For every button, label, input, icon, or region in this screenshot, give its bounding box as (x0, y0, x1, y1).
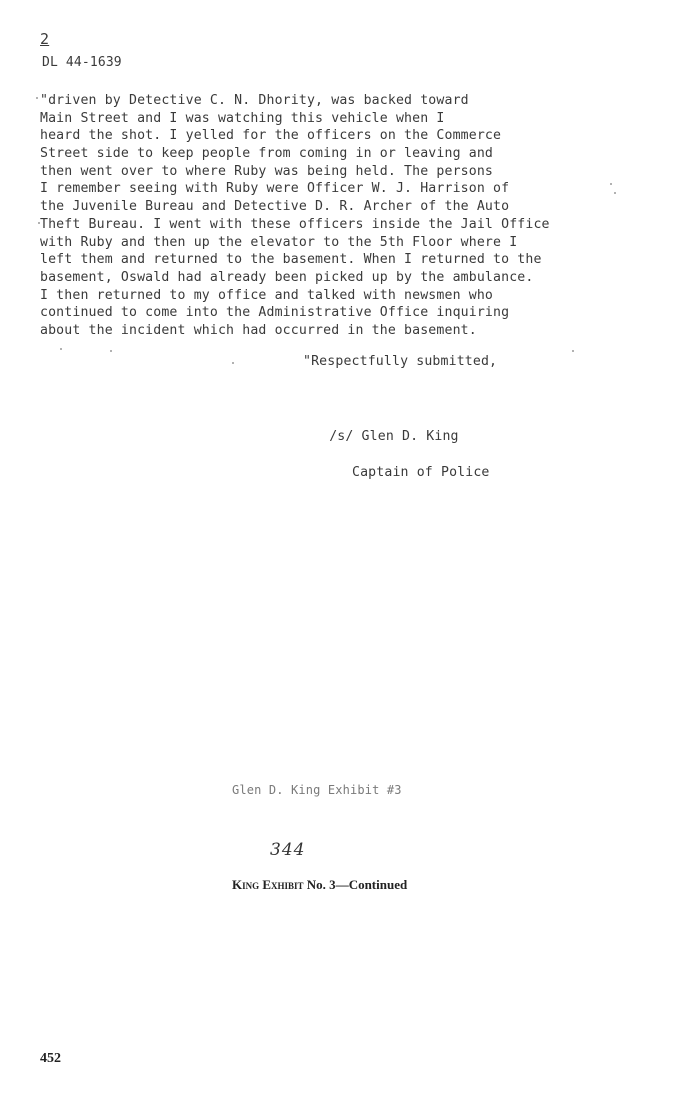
body-line: basement, Oswald had already been picked up by the ambulance. (40, 269, 534, 285)
scan-speck (614, 192, 616, 194)
scan-speck (232, 362, 234, 364)
exhibit-caption (232, 877, 407, 893)
caption-suffix: —Continued (335, 877, 408, 892)
handwritten-number: 344 (270, 840, 306, 860)
scan-speck (36, 97, 38, 99)
page-number: 452 (40, 1051, 61, 1066)
caption-number: No. 3 (306, 877, 336, 892)
caption-prefix: King Exhibit (232, 877, 304, 892)
body-line: I remember seeing with Ruby were Officer W. J. Harrison of (40, 181, 510, 197)
body-line: Theft Bureau. I went with these officers inside the Jail Office (40, 216, 550, 232)
body-line: then went over to where Ruby was being held. The persons (40, 163, 494, 179)
scan-speck (110, 350, 112, 352)
body-line: left them and returned to the basement. When I returned to the (40, 252, 542, 268)
body-line: continued to come into the Administrative Office inquiring (40, 305, 510, 321)
body-paragraph (40, 92, 640, 340)
scan-speck (60, 348, 62, 350)
body-line: about the incident which had occurred in the basement. (40, 322, 477, 338)
signature-block (313, 410, 490, 500)
body-line: "driven by Detective C. N. Dhority, was backed toward (40, 93, 469, 108)
signature-name: /s/ Glen D. King (329, 429, 459, 444)
body-line: the Juvenile Bureau and Detective D. R. Archer of the Auto (40, 199, 510, 215)
page-mark: 2 (40, 30, 50, 48)
scan-speck (572, 350, 574, 352)
body-line: heard the shot. I yelled for the officers on the Commerce (40, 128, 502, 144)
scan-speck (610, 183, 612, 185)
exhibit-label: Glen D. King Exhibit #3 (232, 783, 402, 797)
body-line: with Ruby and then up the elevator to the 5th Floor where I (40, 234, 518, 250)
body-line: Main Street and I was watching this vehicle when I (40, 110, 445, 126)
body-line: I then returned to my office and talked with newsmen who (40, 287, 494, 303)
body-line: Street side to keep people from coming in or leaving and (40, 146, 494, 162)
file-reference: DL 44-1639 (42, 55, 122, 70)
closing-salutation: "Respectfully submitted, (303, 354, 498, 369)
signature-title: Captain of Police (352, 465, 490, 480)
scan-speck (38, 222, 40, 224)
